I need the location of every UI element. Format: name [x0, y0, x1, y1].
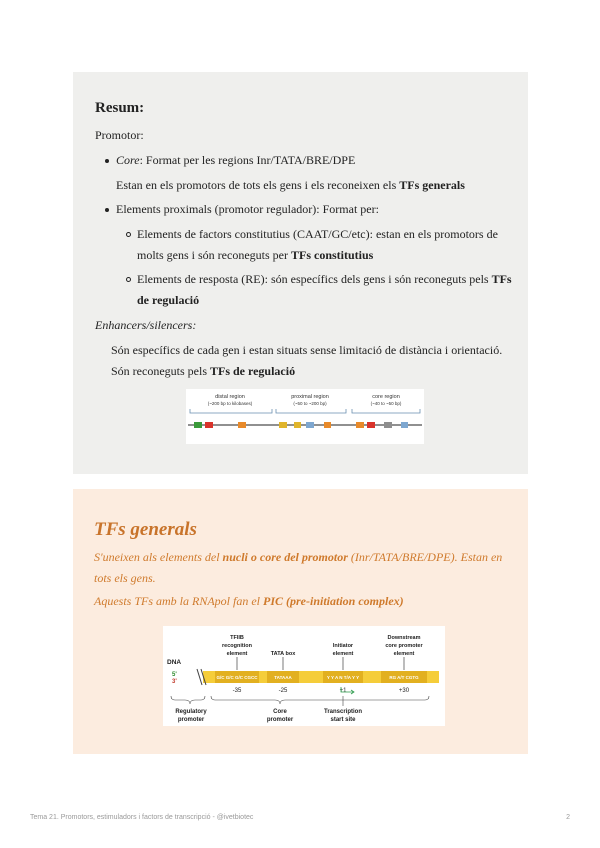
page-number: 2	[566, 814, 570, 821]
core-label: Core	[116, 153, 140, 167]
dna-label: DNA	[167, 659, 182, 666]
downstream-label-1: Downstream	[387, 635, 421, 641]
promotor-label: Promotor:	[95, 128, 144, 142]
five-prime-label: 5'	[172, 672, 177, 678]
seq-inr: Y Y A N T/A Y Y	[326, 675, 360, 680]
proximal-title: proximal region	[291, 394, 329, 400]
tfs-line1	[94, 547, 528, 568]
factors-line1: Elements de factors constitutius (CAAT/GC/etc): estan en els promotors de	[137, 227, 498, 241]
distal-range: (~200 bp to kilobases)	[207, 401, 253, 406]
core-item	[95, 150, 528, 196]
core-region-range: (~40 to ~50 bp)	[370, 401, 402, 406]
resposta-line1-bold: TFs	[491, 272, 512, 286]
circle-bullet	[126, 232, 131, 237]
three-prime-label: 3'	[172, 679, 177, 685]
tfiib-label-1: TFIIB	[230, 635, 244, 641]
core-promoter-label-1: Core	[273, 709, 287, 715]
regulatory-label-2: promoter	[177, 717, 205, 723]
factors-line2-bold: TFs constitutius	[290, 248, 374, 262]
footer-text: Tema 21. Promotors, estimuladors i factors de transcripció - @ivetbiotec	[30, 814, 254, 821]
proximals-line: Elements proximals (promotor regulador): Format per:	[116, 202, 379, 216]
tss-label-1: Transcription	[323, 709, 363, 715]
initiator-label-1: Initiator	[332, 643, 354, 649]
core-sub-bold: TFs generals	[399, 178, 465, 192]
tfiib-label-2: recognition	[222, 643, 252, 649]
resposta-line2-bold: de regulació	[137, 293, 200, 307]
factors-subitem	[116, 224, 528, 266]
proximal-range: (~50 to ~200 bp)	[293, 401, 327, 406]
circle-bullet	[126, 277, 131, 282]
tfs-line1-text: S'uneixen als elements del	[94, 550, 223, 564]
tfs-line3	[94, 591, 528, 612]
resposta-line1	[137, 269, 528, 290]
distal-title: distal region	[215, 394, 245, 400]
core-line	[116, 150, 528, 171]
core-sub	[116, 175, 528, 196]
pos-minus-35: -35	[232, 688, 242, 694]
enhancers-line2-bold: TFs de regulació	[209, 364, 296, 378]
tfs-line1-bold: nucli o core del promotor	[222, 550, 348, 564]
pos-minus-25: -25	[278, 688, 288, 694]
core-sub-text: Estan en els promotors de tots els gens i els reconeixen els	[116, 178, 400, 192]
proximals-item	[95, 199, 528, 311]
tss-label-2: start site	[330, 717, 356, 723]
tfs-line2: tots els gens.	[94, 571, 156, 585]
bullet	[105, 208, 109, 212]
resum-title: Resum:	[95, 100, 145, 116]
seq-dpe: RG A/T CGTG	[389, 675, 419, 680]
tfs-title: TFs generals	[94, 519, 197, 540]
tfs-line3-bold: PIC (pre-initiation complex)	[263, 594, 404, 608]
tfiib-label-3: element	[226, 651, 248, 657]
enhancers-line1: Són específics de cada gen i estan situats sense limitació de distància i orientació.	[111, 343, 503, 357]
enhancers-label: Enhancers/silencers:	[95, 318, 197, 332]
core-region-title: core region	[372, 394, 400, 400]
core-text: : Format per les regions Inr/TATA/BRE/DPE	[139, 153, 356, 167]
enhancers-line2	[111, 361, 528, 382]
page-footer	[30, 814, 570, 821]
downstream-label-2: core promoter	[385, 643, 423, 649]
tata-label: TATA box	[270, 651, 296, 657]
factors-line2	[137, 245, 528, 266]
promoter-regions-diagram	[186, 389, 424, 444]
initiator-label-2: element	[332, 651, 354, 657]
factors-line2-text: molts gens i són reconeguts per	[137, 248, 291, 262]
enhancers-block	[95, 340, 528, 382]
core-promoter-diagram	[163, 626, 445, 726]
bullet	[105, 159, 109, 163]
seq-tata: TATAAA	[274, 675, 292, 680]
pos-plus-1: +1	[339, 688, 347, 694]
resposta-line2	[137, 290, 528, 311]
seq-bre: G/C G/C G/C CGCC	[216, 675, 258, 680]
tfs-line3-text: Aquests TFs amb la RNApol fan el	[94, 594, 263, 608]
resposta-line1-text: Elements de resposta (RE): són específics dels gens i són reconeguts pels	[137, 272, 492, 286]
tfs-line1-post: (Inr/TATA/BRE/DPE). Estan en	[347, 550, 503, 564]
downstream-label-3: element	[393, 651, 415, 657]
resposta-subitem	[116, 269, 528, 311]
regulatory-label-1: Regulatory	[175, 709, 207, 715]
core-promoter-label-2: promoter	[266, 717, 294, 723]
enhancers-line2-text: Són reconeguts pels	[111, 364, 210, 378]
pos-plus-30: +30	[398, 688, 410, 694]
